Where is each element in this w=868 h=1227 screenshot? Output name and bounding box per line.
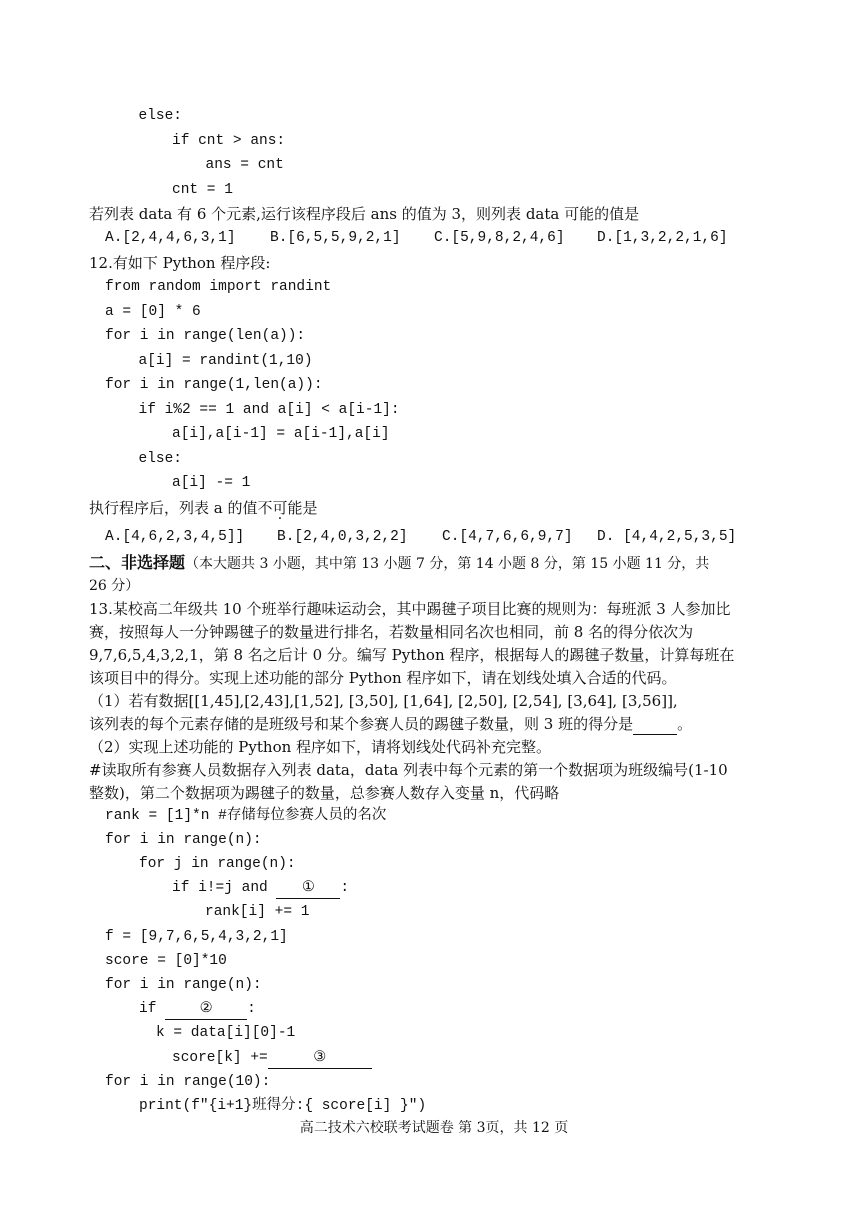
q11-option-b: B.[6,5,5,9,2,1]	[270, 230, 401, 246]
q13-para-2: 赛，按照每人一分钟踢毽子的数量进行排名，若数量相同名次也相同，前 8 名的得分依次为	[89, 623, 694, 641]
q12-code-line-9: a[i] -= 1	[172, 475, 251, 491]
section2-note-cont: 26 分）	[89, 578, 140, 594]
q13-code-line-3: for j in range(n):	[139, 856, 296, 872]
page-footer: 高二技术六校联考试题卷 第 3页，共 12 页	[299, 1120, 569, 1136]
q12-stem-before: 执行程序后，列表 a 的值	[89, 499, 258, 517]
q13-code-line-1: rank = [1]*n #存储每位参赛人员的名次	[105, 808, 387, 824]
q13-code-line-12: for i in range(10):	[105, 1074, 271, 1090]
q13-code-line-4a: if i!=j and	[172, 880, 277, 896]
q13-code-line-4b: :	[340, 880, 350, 896]
q13-code-line-9	[139, 999, 256, 1020]
q13-code-line-4	[172, 878, 349, 899]
q13-code-line-7: score = [0]*10	[105, 953, 227, 969]
q13-sub1-end: 。	[677, 715, 693, 733]
code-top-line-4: cnt = 1	[172, 181, 233, 198]
q13-sub1-line2	[89, 714, 692, 735]
q13-code-line-5: rank[i] += 1	[205, 904, 310, 920]
q13-para-4: 该项目中的得分。实现上述功能的部分 Python 程序如下，请在划线处填入合适的代码。	[89, 669, 677, 687]
q13-code-line-11a: score[k] +=	[172, 1050, 268, 1066]
q12-code-line-6: if i%2 == 1 and a[i] < a[i-1]:	[138, 401, 400, 418]
q13-code-line-11	[172, 1048, 372, 1069]
q13-code-line-10: k = data[i][0]-1	[156, 1025, 296, 1041]
q11-stem: 若列表 data 有 6 个元素,运行该程序段后 ans 的值为 3，则列表 data 可能的值是	[89, 205, 640, 223]
q12-code-line-1: from random import randint	[105, 279, 332, 295]
q12-option-d: D. [4,4,2,5,3,5]	[597, 529, 737, 545]
q13-code-line-9a: if	[139, 1001, 166, 1017]
q13-comment-1: #读取所有参赛人员数据存入列表 data，data 列表中每个元素的第一个数据项为班级编号(1-10	[89, 761, 728, 779]
q12-code-line-5: for i in range(1,len(a)):	[105, 377, 323, 393]
q13-blank-3[interactable]: ③	[268, 1048, 372, 1069]
q12-code-line-2: a = [0] * 6	[105, 303, 201, 320]
code-top-line-3: ans = cnt	[205, 157, 284, 173]
q13-code-line-2: for i in range(n):	[105, 832, 262, 848]
code-top-line-1: else:	[138, 108, 183, 124]
section2-heading-line	[89, 553, 709, 574]
q13-code-line-6: f = [9,7,6,5,4,3,2,1]	[105, 929, 288, 945]
q13-blank-1[interactable]: ①	[276, 878, 340, 899]
q13-code-line-13: print(f"{i+1}班得分:{ score[i] }")	[139, 1098, 427, 1114]
section2-note: （本大题共 3 小题，其中第 13 小题 7 分，第 14 小题 8 分，第 15 小题 11 分，共	[185, 556, 710, 572]
q13-code-line-8: for i in range(n):	[105, 977, 262, 993]
q12-stem-after: 是	[302, 499, 318, 517]
q12-code-line-3: for i in range(len(a)):	[105, 328, 306, 344]
q13-sub1-line1: （1）若有数据[[1,45],[2,43],[1,52], [3,50], [1,64], [2,50], [2,54], [3,64], [3,56]],	[89, 692, 678, 710]
q12-code-line-4: a[i] = randint(1,10)	[138, 352, 313, 369]
q12-stem	[89, 498, 318, 518]
q13-code-line-9b: :	[247, 1001, 256, 1017]
q12-option-c: C.[4,7,6,6,9,7]	[442, 529, 573, 545]
q12-code-line-7: a[i],a[i-1] = a[i-1],a[i]	[172, 426, 390, 442]
q11-option-d: D.[1,3,2,2,1,6]	[597, 230, 728, 246]
q13-comment-2: 整数)，第二个数据项为踢毽子的数量，总参赛人数存入变量 n，代码略	[89, 784, 560, 802]
q12-option-a: A.[4,6,2,3,4,5]]	[105, 529, 245, 545]
q12-option-b: B.[2,4,0,3,2,2]	[277, 529, 408, 545]
q12-stem-emphasis: 不可能	[257, 499, 303, 517]
q13-para-3: 9,7,6,5,4,3,2,1，第 8 名之后计 0 分。编写 Python 程序，根据每人的踢毽子数量，计算每班在	[89, 646, 735, 664]
q12-code-line-8: else:	[138, 450, 183, 467]
q13-blank-2[interactable]: ②	[165, 999, 247, 1020]
q11-option-c: C.[5,9,8,2,4,6]	[434, 230, 565, 246]
q13-para-1: 13.某校高二年级共 10 个班举行趣味运动会，其中踢毽子项目比赛的规则为：每班派 3 人参加比	[89, 600, 731, 618]
q12-title: 12.有如下 Python 程序段:	[89, 254, 271, 272]
q13-sub2: （2）实现上述功能的 Python 程序如下，请将划线处代码补充完整。	[89, 738, 552, 756]
q13-sub1-answer-blank[interactable]	[633, 714, 677, 735]
section2-heading: 二、非选择题	[89, 553, 186, 572]
code-top-line-2: if cnt > ans:	[172, 132, 286, 149]
q11-option-a: A.[2,4,4,6,3,1]	[105, 230, 236, 246]
q13-sub1-text: 该列表的每个元素存储的是班级号和某个参赛人员的踢毽子数量，则 3 班的得分是	[89, 715, 634, 733]
